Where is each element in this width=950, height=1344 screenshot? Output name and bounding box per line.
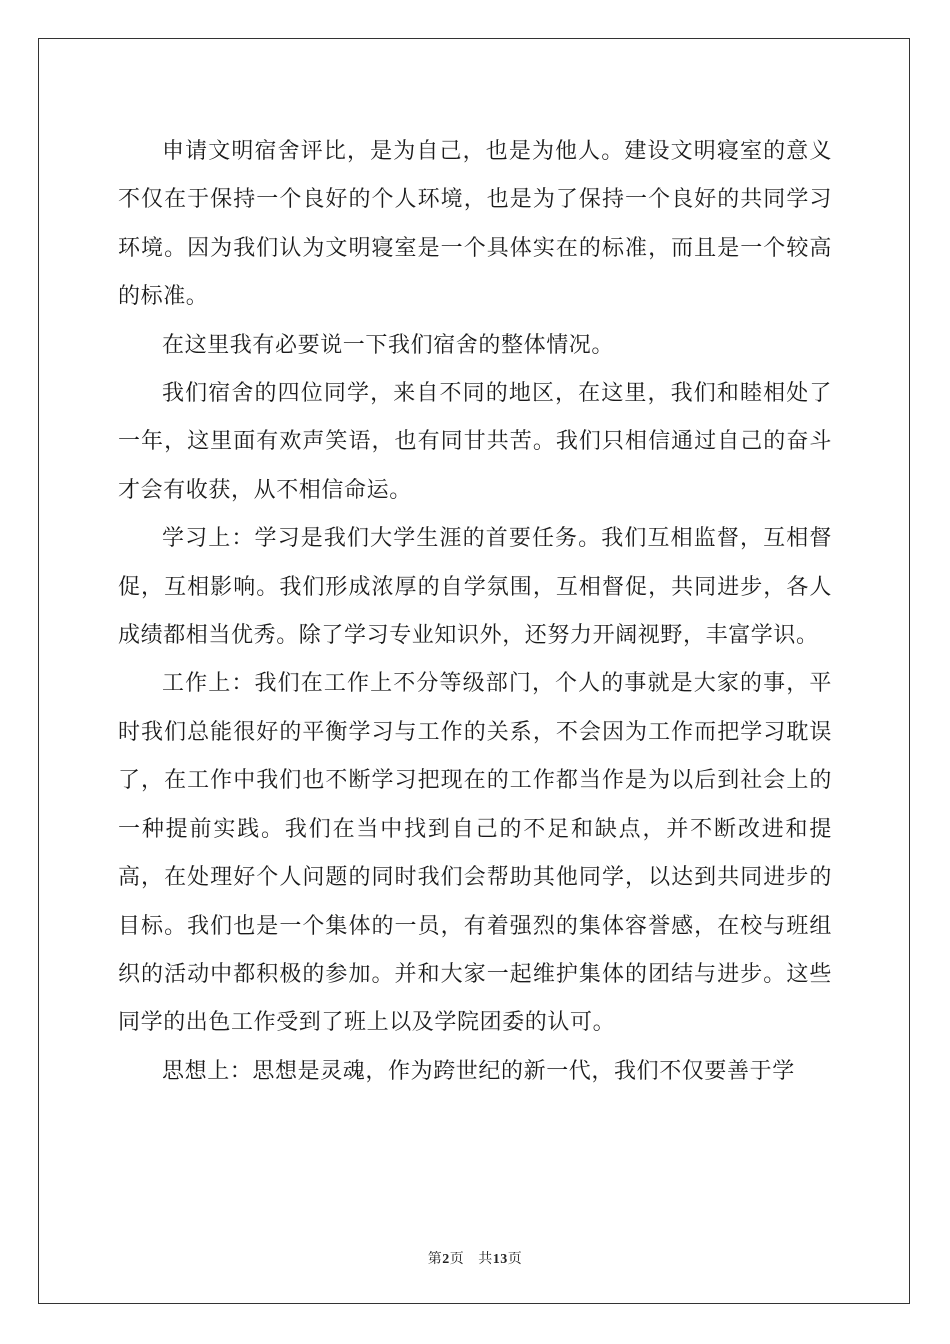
paragraph-study: 学习上：学习是我们大学生涯的首要任务。我们互相监督，互相督促，互相影响。我们形成浓厚的自学氛围，互相督促，共同进步，各人成绩都相当优秀。除了学习专业知识外，还努力开阔视野，丰富学识。 — [118, 526, 832, 649]
page-suffix: 页 — [449, 1251, 465, 1267]
page-footer — [0, 1248, 950, 1268]
page-number: 2 — [442, 1252, 450, 1267]
page-prefix: 第 — [427, 1251, 443, 1267]
paragraph-intro: 申请文明宿舍评比，是为自己，也是为他人。建设文明寝室的意义不仅在于保持一个良好的个人环境，也是为了保持一个良好的共同学习环境。因为我们认为文明寝室是一个具体实在的标准，而且是一个较高的标准。 — [118, 139, 832, 310]
paragraph-roommates: 我们宿舍的四位同学，来自不同的地区，在这里，我们和睦相处了一年，这里面有欢声笑语，也有同甘共苦。我们只相信通过自己的奋斗才会有收获，从不相信命运。 — [118, 381, 832, 503]
paragraph-overview: 在这里我有必要说一下我们宿舍的整体情况。 — [162, 332, 615, 358]
paragraph-work: 工作上：我们在工作上不分等级部门，个人的事就是大家的事，平时我们总能很好的平衡学习与工作的关系，不会因为工作而把学习耽误了，在工作中我们也不断学习把现在的工作都当作是为以后到社会上的一种提前实践。我们在当中找到自己的不足和缺点，并不断改进和提高，在处理好个人问题的同时我们会帮助其他同学，以达到共同进步的目标。我们也是一个集体的一员，有着强烈的集体容誉感，在校与班组织的活动中都积极的参加。并和大家一起维护集体的团结与进步。这些同学的出色工作受到了班上以及学院团委的认可。 — [118, 671, 832, 1036]
total-prefix: 共 — [478, 1251, 493, 1267]
total-suffix: 页 — [507, 1251, 523, 1267]
paragraph-thought: 思想上：思想是灵魂，作为跨世纪的新一代，我们不仅要善于学 — [162, 1058, 795, 1084]
total-pages: 13 — [492, 1252, 508, 1267]
document-body — [118, 128, 832, 1096]
